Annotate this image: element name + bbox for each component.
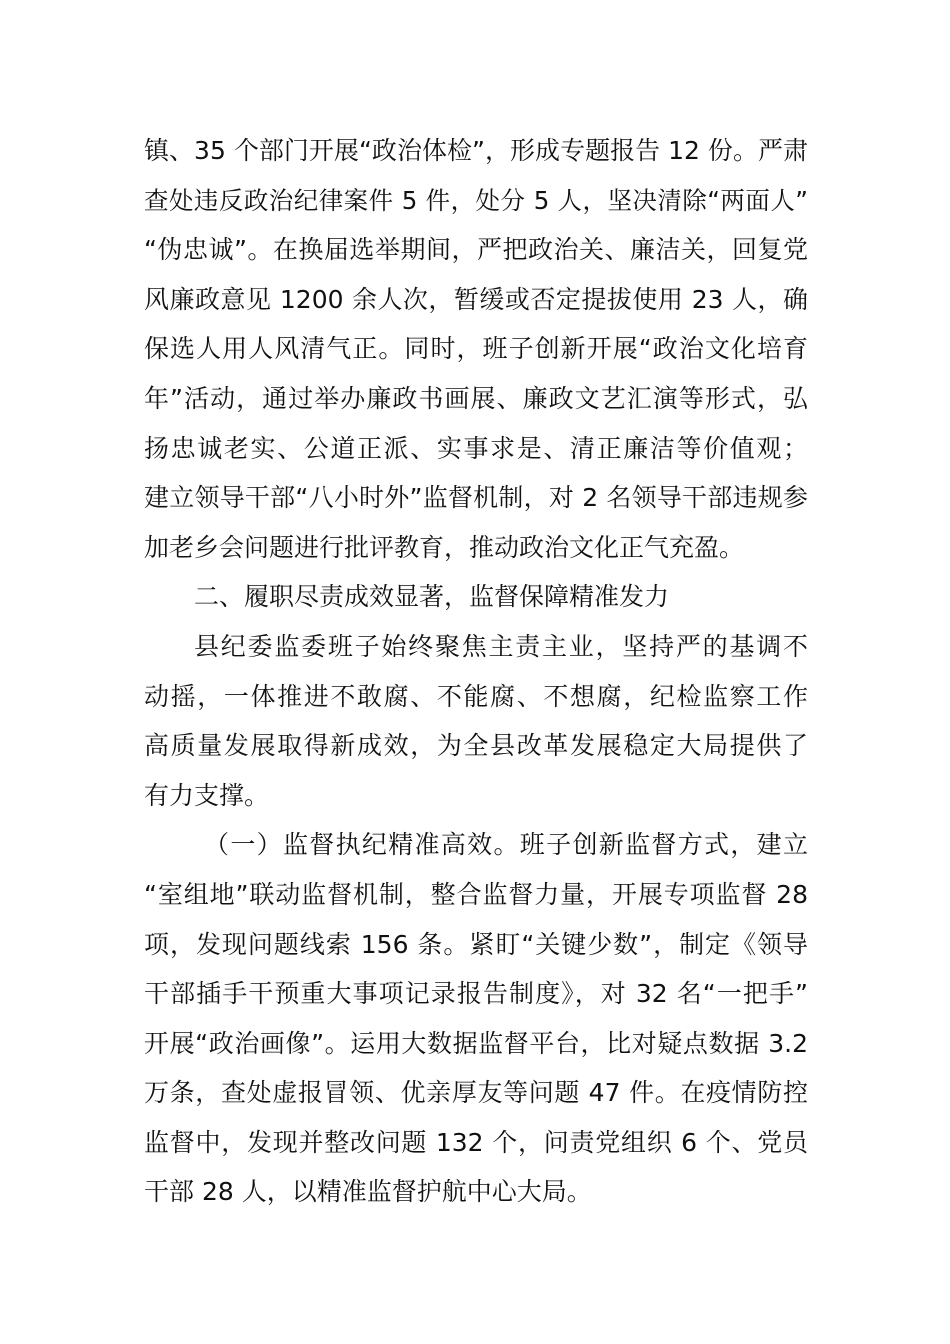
section-heading: 二、履职尽责成效显著，监督保障精准发力 — [194, 582, 670, 612]
text-line-14: 有力支撑。 — [144, 780, 270, 810]
text-line-20: 万条，查处虚报冒领、优亲厚友等问题 47 件。在疫情防控 — [144, 1078, 808, 1108]
text-line-3: “伪忠诚”。在换届选举期间，严把政治关、廉洁关，回复党 — [144, 235, 808, 265]
text-line-13: 高质量发展取得新成效，为全县改革发展稳定大局提供了 — [144, 731, 808, 761]
text-line-1: 镇、35 个部门开展“政治体检”，形成专题报告 12 份。严肃 — [144, 136, 808, 165]
text-line-7: 扬忠诚老实、公道正派、实事求是、清正廉洁等价值观； — [144, 433, 808, 463]
text-line-16: “室组地”联动监督机制，整合监督力量，开展专项监督 28 — [144, 879, 808, 909]
text-line-22: 干部 28 人，以精准监督护航中心大局。 — [144, 1177, 592, 1207]
text-line-6: 年”活动，通过举办廉政书画展、廉政文艺汇演等形式，弘 — [144, 383, 808, 413]
text-line-17: 项，发现问题线索 156 条。紧盯“关键少数”，制定《领导 — [144, 929, 808, 959]
text-line-8: 建立领导干部“八小时外”监督机制，对 2 名领导干部违规参 — [144, 483, 808, 513]
text-line-18: 干部插手干预重大事项记录报告制度》，对 32 名“一把手” — [144, 979, 808, 1009]
document-body — [144, 126, 808, 1217]
text-line-21: 监督中，发现并整改问题 132 个，问责党组织 6 个、党员 — [144, 1127, 808, 1157]
text-line-4: 风廉政意见 1200 余人次，暂缓或否定提拔使用 23 人，确 — [144, 284, 808, 314]
text-line-19: 开展“政治画像”。运用大数据监督平台，比对疑点数据 3.2 — [144, 1028, 808, 1058]
text-line-9: 加老乡会问题进行批评教育，推动政治文化正气充盈。 — [144, 532, 745, 562]
subsection-line-1: （一）监督执纪精准高效。班子创新监督方式，建立 — [204, 830, 808, 860]
text-line-11: 县纪委监委班子始终聚焦主责主业，坚持严的基调不 — [194, 631, 808, 661]
text-line-12: 动摇，一体推进不敢腐、不能腐、不想腐，纪检监察工作 — [144, 681, 808, 711]
text-line-5: 保选人用人风清气正。同时，班子创新开展“政治文化培育 — [144, 334, 808, 364]
text-line-2: 查处违反政治纪律案件 5 件，处分 5 人，坚决清除“两面人” — [144, 185, 808, 215]
